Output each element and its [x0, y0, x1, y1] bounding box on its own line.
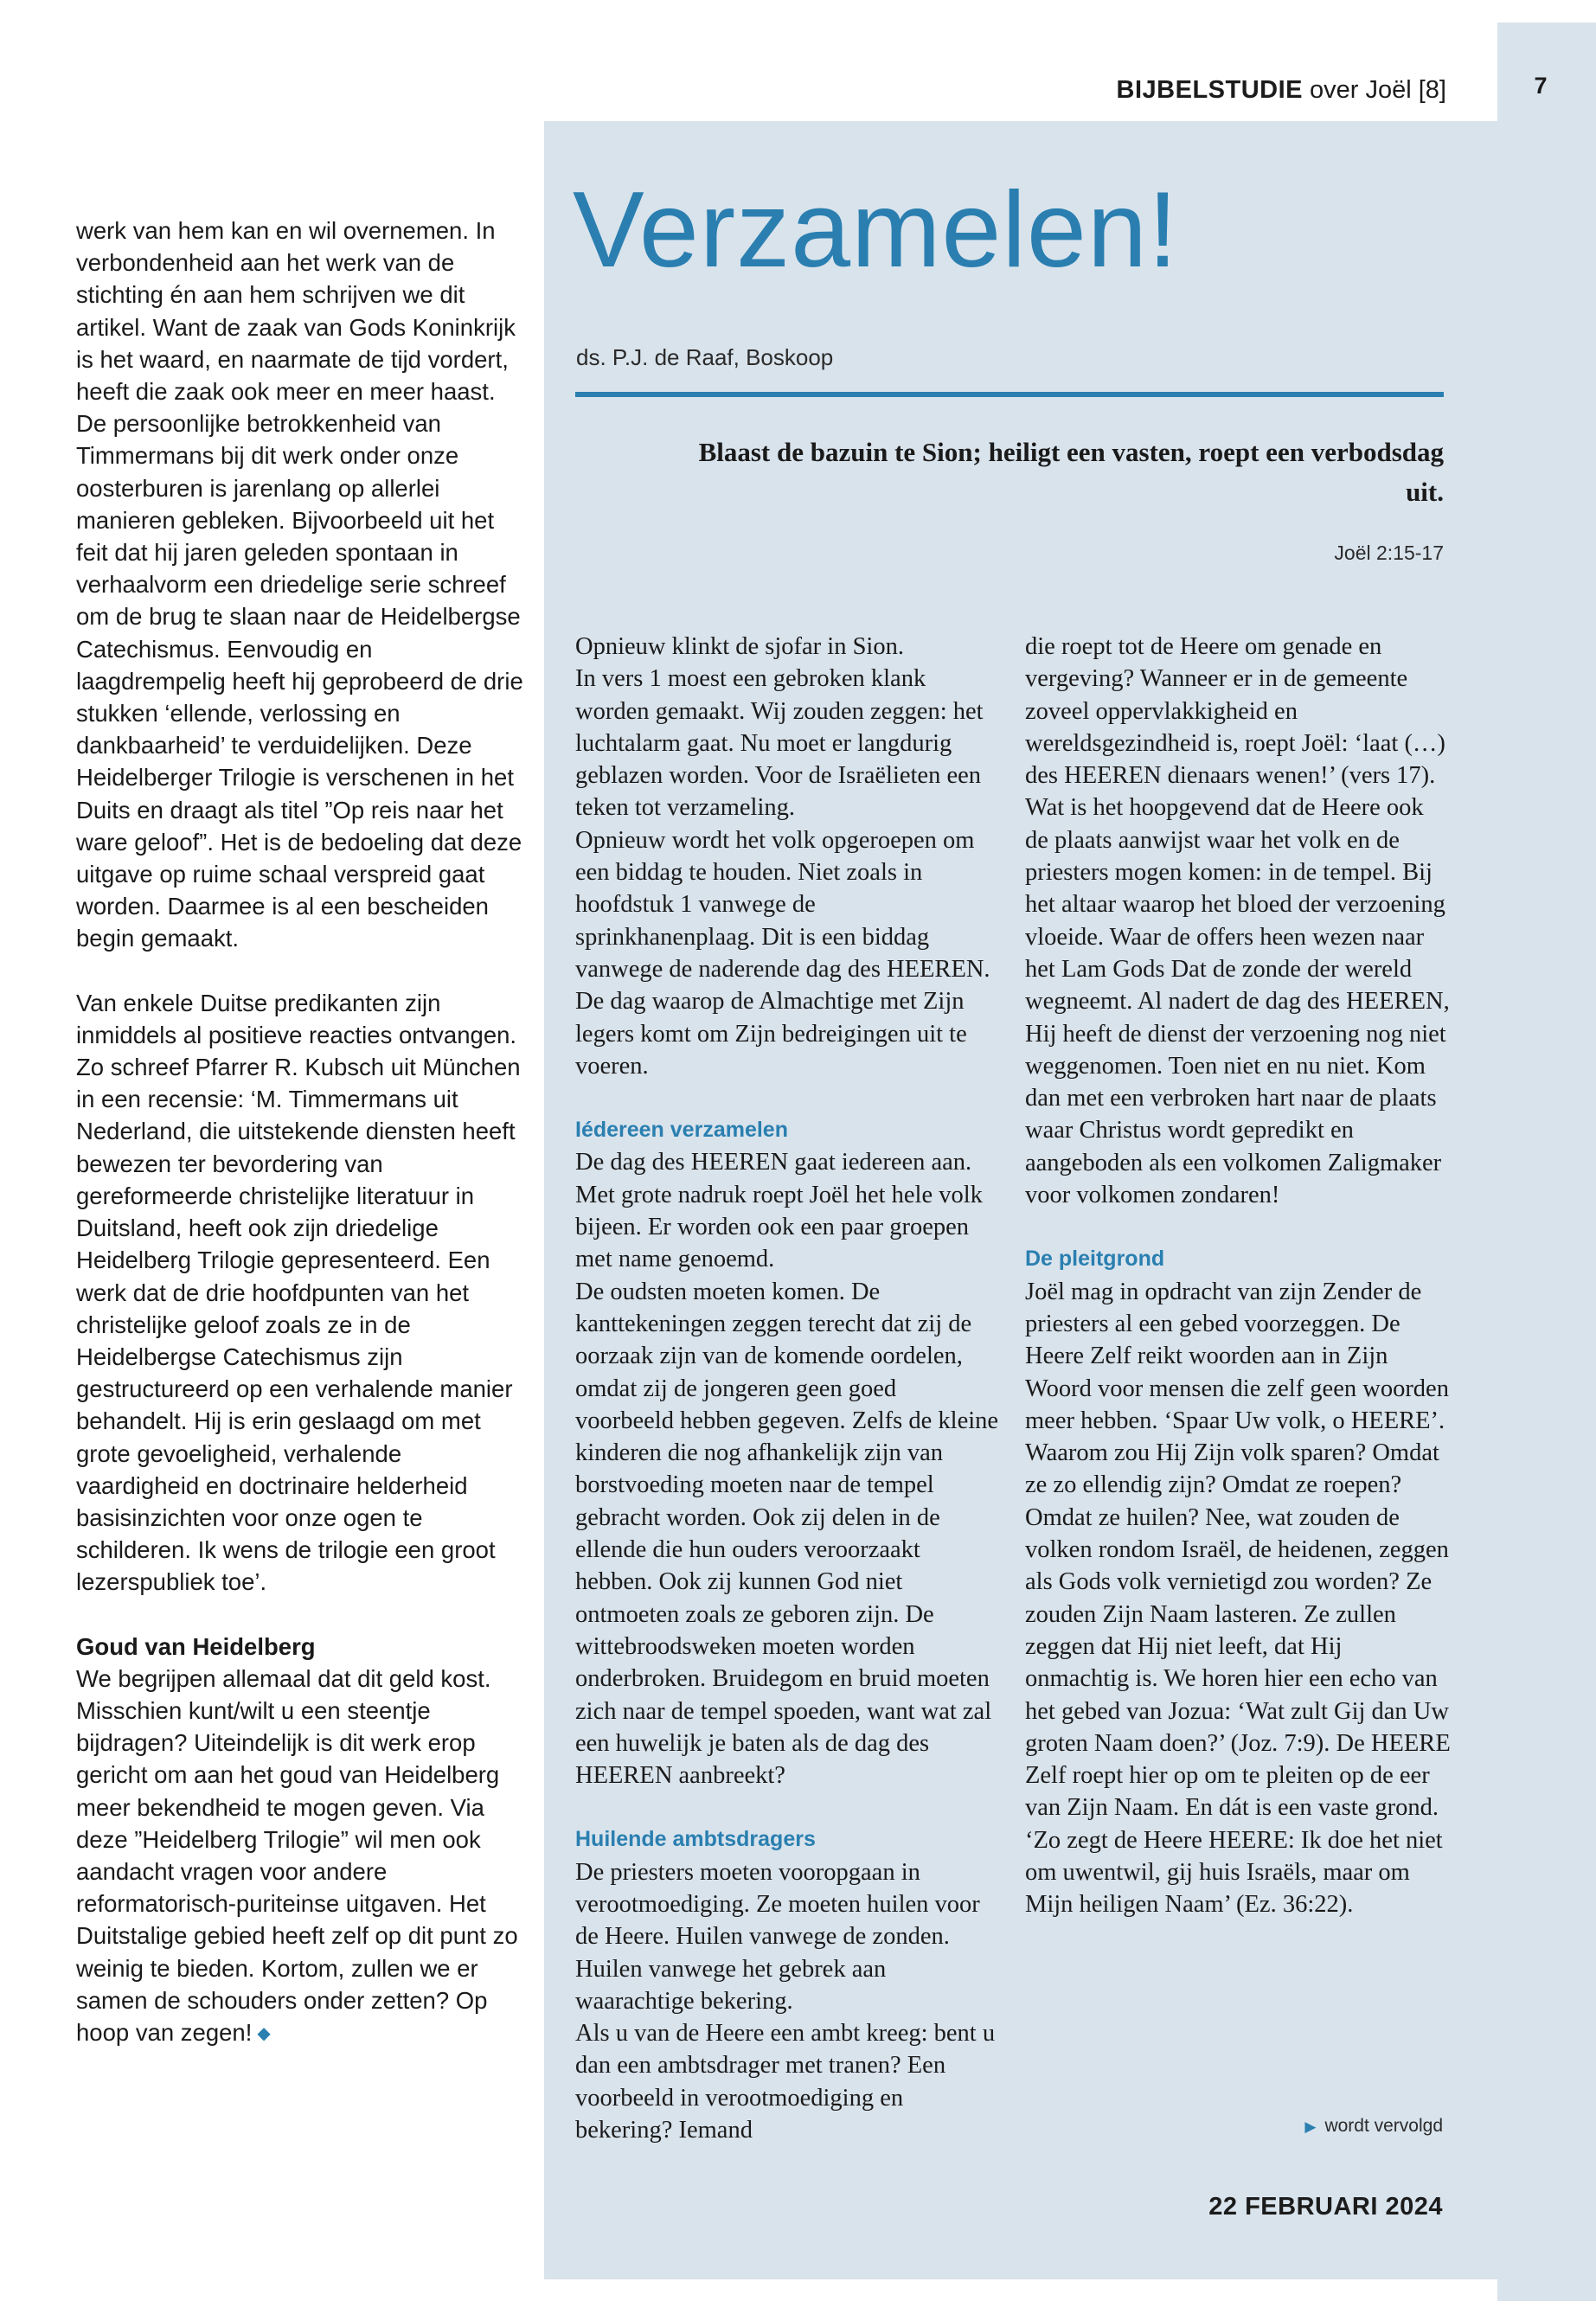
body-paragraph: Joël mag in opdracht van zijn Zender de priesters al een gebed voorzeggen. De Heere Zelf reikt woorden aan in Zijn Woord voor mensen die zelf geen woorden meer hebben. ‘Spaar Uw volk, o HEERE’. Waarom zou Hij Zijn volk sparen? Omdat ze zo ellendig zijn? Omdat ze roepen? Omdat ze huilen? Nee, wat zouden de volken rondom Israël, de heidenen, zeggen als Gods volk vernietigd zou worden? Ze zouden Zijn Naam lasteren. Ze zullen zeggen dat Hij niet leeft, dat Hij onmachtig is. We horen hier een echo van het gebed van Jozua: ‘Wat zult Gij dan Uw groten Naam doen?’ (Joz. 7:9). De HEERE Zelf roept hier op om te pleiten op de eer van Zijn Naam. En dát is een vaste grond. ‘Zo zegt de Heere HEERE: Ik doe het niet om uwentwil, gij huis Israëls, maar om Mijn heiligen Naam’ (Ez. 36:22). [1025, 1278, 1451, 1919]
running-header [1117, 76, 1446, 105]
left-paragraph-text: We begrijpen allemaal dat dit geld kost. Misschien kunt/wilt u een steentje bijdragen? Uiteindelijk is dit werk erop gericht om aan het goud van Heidelberg meer bekendheid te mogen geven. Via deze ”Heidelberg Trilogie” wil men ook aandacht vragen voor andere reformatorisch-puriteinse uitgaven. Het Duitstalige gebied heeft zelf op dit punt zo weinig te bieden. Kortom, zullen we er samen de schouders onder zetten? Op hoop van zegen! [76, 1664, 518, 2046]
article-column-1 [575, 631, 1001, 2146]
body-paragraph: Opnieuw wordt het volk opgeroepen om een biddag te houden. Niet zoals in hoofdstuk 1 vanwege de sprinkhanenplaag. Dit is een biddag vanwege de naderende dag des HEEREN. [575, 826, 990, 983]
left-paragraph-final [76, 1663, 526, 2050]
subheading: Huilende ambtsdragers [575, 1827, 816, 1852]
body-paragraph: Als u van de Heere een ambt kreeg: bent u dan een ambtsdrager met tranen? Een voorbeeld in verootmoediging en bekering? Iemand [575, 2020, 996, 2144]
epigraph-reference: Joël 2:15-17 [1334, 542, 1444, 564]
epigraph: Blaast de bazuin te Sion; heiligt een vasten, roept een verbodsdag uit. [698, 437, 1444, 507]
article-author: ds. P.J. de Raaf, Boskoop [576, 344, 834, 370]
left-paragraph: De persoonlijke betrokkenheid van Timmermans bij dit werk onder onze oosterburen is jarenlang op allerlei manieren gebleken. Bijvoorbeeld uit het feit dat hij jaren geleden spontaan in verhaalvorm een driedelige serie schreef om de brug te slaan naar de Heidelbergse Catechismus. Eenvoudig en laagdrempelig heeft hij geprobeerd de drie stukken ‘ellende, verlossing en dankbaarheid’ te verduidelijken. Deze Heidelberger Trilogie is verschenen in het Duits en draagt als titel ”Op reis naar het ware geloof”. Het is de bedoeling dat deze uitgave op ruime schaal verspreid gaat worden. Daarmee is al een bescheiden begin gemaakt. [76, 410, 523, 952]
body-paragraph: Wat is het hoopgevend dat de Heere ook de plaats aanwijst waar het volk en de priesters mogen komen: in de tempel. Bij het altaar waarop het bloed der verzoening vloeide. Waar de offers heen wezen naar het Lam Gods Dat de zonde der wereld wegneemt. Al nadert de dag des HEEREN, Hij heeft de dienst der verzoening nog niet weggenomen. Toen niet en nu niet. Kom dan met een verbroken hart naar de plaats waar Christus wordt gepredikt en aangeboden als een volkomen Zaligmaker voor volkomen zondaren! [1025, 794, 1450, 1209]
end-mark-icon: ◆ [257, 2023, 271, 2043]
body-paragraph: De priesters moeten vooropgaan in verootmoediging. Ze moeten huilen voor de Heere. Huilen vanwege de zonden. Huilen vanwege het gebrek aan waarachtige bekering. [575, 1858, 980, 2015]
title-rule [575, 392, 1444, 397]
subheading: Iédereen verzamelen [575, 1118, 788, 1143]
body-paragraph: die roept tot de Heere om genade en vergeving? Wanneer er in de gemeente zoveel oppervlakkigheid en wereldsgezindheid is, roept Joël: ‘laat (…) des HEEREN dienaars wenen!’ (vers 17). [1025, 633, 1445, 790]
triangle-right-icon: ▶ [1304, 2118, 1317, 2135]
section-kicker: BIJBELSTUDIE [1116, 76, 1304, 104]
section-subtitle: over Joël [8] [1310, 76, 1446, 104]
body-paragraph: In vers 1 moest een gebroken klank worden gemaakt. Wij zouden zeggen: het luchtalarm gaat. Nu moet er langdurig geblazen worden. Voor de Israëlieten een teken tot verzameling. [575, 665, 984, 822]
body-paragraph: De oudsten moeten komen. De kanttekeningen zeggen terecht dat zij de oorzaak zijn van de komende oordelen, omdat zij de jongeren geen goed voorbeeld hebben gegeven. Zelfs de kleine kinderen die nog afhankelijk zijn van borstvoeding moeten naar de tempel gebracht worden. Ook zij delen in de ellende die hun ouders veroorzaakt hebben. Ook zij kunnen God niet ontmoeten zoals ze geboren zijn. De wittebroodsweken moeten worden onderbroken. Bruidegom en bruid moeten zich naar de tempel spoeden, want wat zal een huwelijk je baten als de dag des HEEREN aanbreekt? [575, 1278, 999, 1790]
continued-label: wordt vervolgd [1324, 2116, 1443, 2136]
page-number: 7 [1534, 73, 1548, 99]
continued-note [1304, 2116, 1443, 2137]
left-paragraph: werk van hem kan en wil overnemen. In verbondenheid aan het werk van de stichting én aan hem schrijven we dit artikel. Want de zaak van Gods Koninkrijk is het waard, en naarmate de tijd vordert, heeft die zaak ook meer en meer haast. [76, 217, 516, 406]
issue-date: 22 FEBRUARI 2024 [1208, 2193, 1443, 2221]
article-title: Verzamelen! [573, 170, 1179, 290]
body-paragraph: De dag waarop de Almachtige met Zijn legers komt om Zijn bedreigingen uit te voeren. [575, 988, 967, 1080]
page-tab [1497, 22, 1596, 2301]
article-column-2 [1025, 631, 1451, 1921]
left-paragraph: Van enkele Duitse predikanten zijn inmiddels al positieve reacties ontvangen. Zo schreef Pfarrer R. Kubsch uit München in een recensie: ‘M. Timmermans uit Nederland, die uitstekende diensten heeft bewezen ter bevordering van gereformeerde christelijke literatuur in Duitsland, heeft ook zijn driedelige Heidelberg Trilogie gepresenteerd. Een werk dat de drie hoofdpunten van het christelijke geloof zoals ze in de Heidelbergse Catechismus zijn gestructureerd op een verhalende manier behandelt. Hij is erin geslaagd om met grote gevoeligheid, verhalende vaardigheid en doctrinaire helderheid basisinzichten voor onze ogen te schilderen. Ik wens de trilogie een groot lezerspubliek toe’. [76, 989, 521, 1596]
left-heading: Goud van Heidelberg [76, 1632, 316, 1660]
subheading: De pleitgrond [1025, 1247, 1165, 1272]
body-paragraph: Opnieuw klinkt de sjofar in Sion. [575, 633, 904, 660]
left-column [76, 215, 526, 2050]
body-paragraph: De dag des HEEREN gaat iedereen aan. Met grote nadruk roept Joël het hele volk bijeen. Er worden ook een paar groepen met name genoemd. [575, 1149, 983, 1273]
